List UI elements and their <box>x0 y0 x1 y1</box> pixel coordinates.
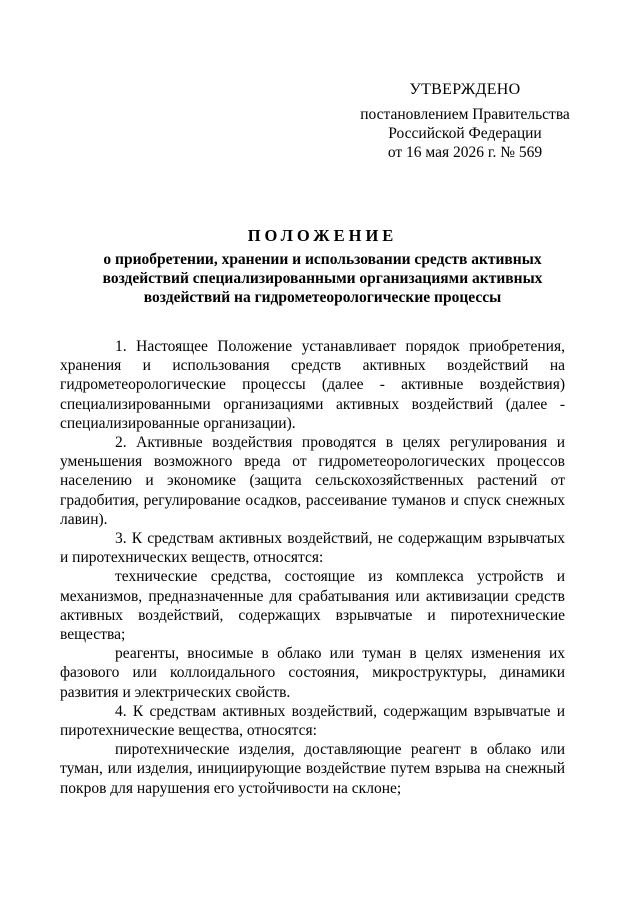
document-title: ПОЛОЖЕНИЕ <box>247 226 398 245</box>
paragraph-1: 1. Настоящее Положение устанавливает порядок приобретения, хранения и использования средств активных воздействий на гидрометеорологические процессы (далее - активные воздействия) специализированными организациями активных воздействий (далее - специализированные организации). <box>60 338 565 432</box>
paragraph-4-item-1: пиротехнические изделия, доставляющие реагент в облако или туман, или изделия, инициирующие воздействие путем взрыва на снежный покров для нарушения его устойчивости на склоне; <box>60 741 565 797</box>
approval-stamp: УТВЕРЖДЕНО <box>409 81 521 98</box>
approval-block <box>350 80 580 162</box>
paragraph-3-item-2: реагенты, вносимые в облако или туман в целях изменения их фазового или коллоидального состояния, микроструктуры, динамики развития и электрических свойств. <box>60 645 565 701</box>
approval-line-3: от 16 мая 2026 г. № 569 <box>387 144 543 161</box>
approval-line-2: Российской Федерации <box>388 125 542 142</box>
document-subtitle: о приобретении, хранении и использовании средств активных воздействий специализированными организациями активных воздействий на гидрометеорологические процессы <box>102 251 543 306</box>
paragraph-2: 2. Активные воздействия проводятся в целях регулирования и уменьшения возможного вреда от гидрометеорологических процессов населению и экономике (защита сельскохозяйственных растений от градобития, регулирование осадков, рассеивание туманов и спуск снежных лавин). <box>60 434 565 528</box>
paragraph-3: 3. К средствам активных воздействий, не содержащим взрывчатых и пиротехнических веществ, относятся: <box>60 530 565 567</box>
document-body <box>60 337 565 798</box>
approval-line-1: постановлением Правительства <box>360 106 570 123</box>
paragraph-4: 4. К средствам активных воздействий, содержащим взрывчатые и пиротехнические вещества, относятся: <box>60 702 565 740</box>
paragraph-3-item-1: технические средства, состоящие из комплекса устройств и механизмов, предназначенные для срабатывания или активизации средств активных воздействий, содержащих взрывчатые и пиротехнические вещества; <box>60 568 565 644</box>
